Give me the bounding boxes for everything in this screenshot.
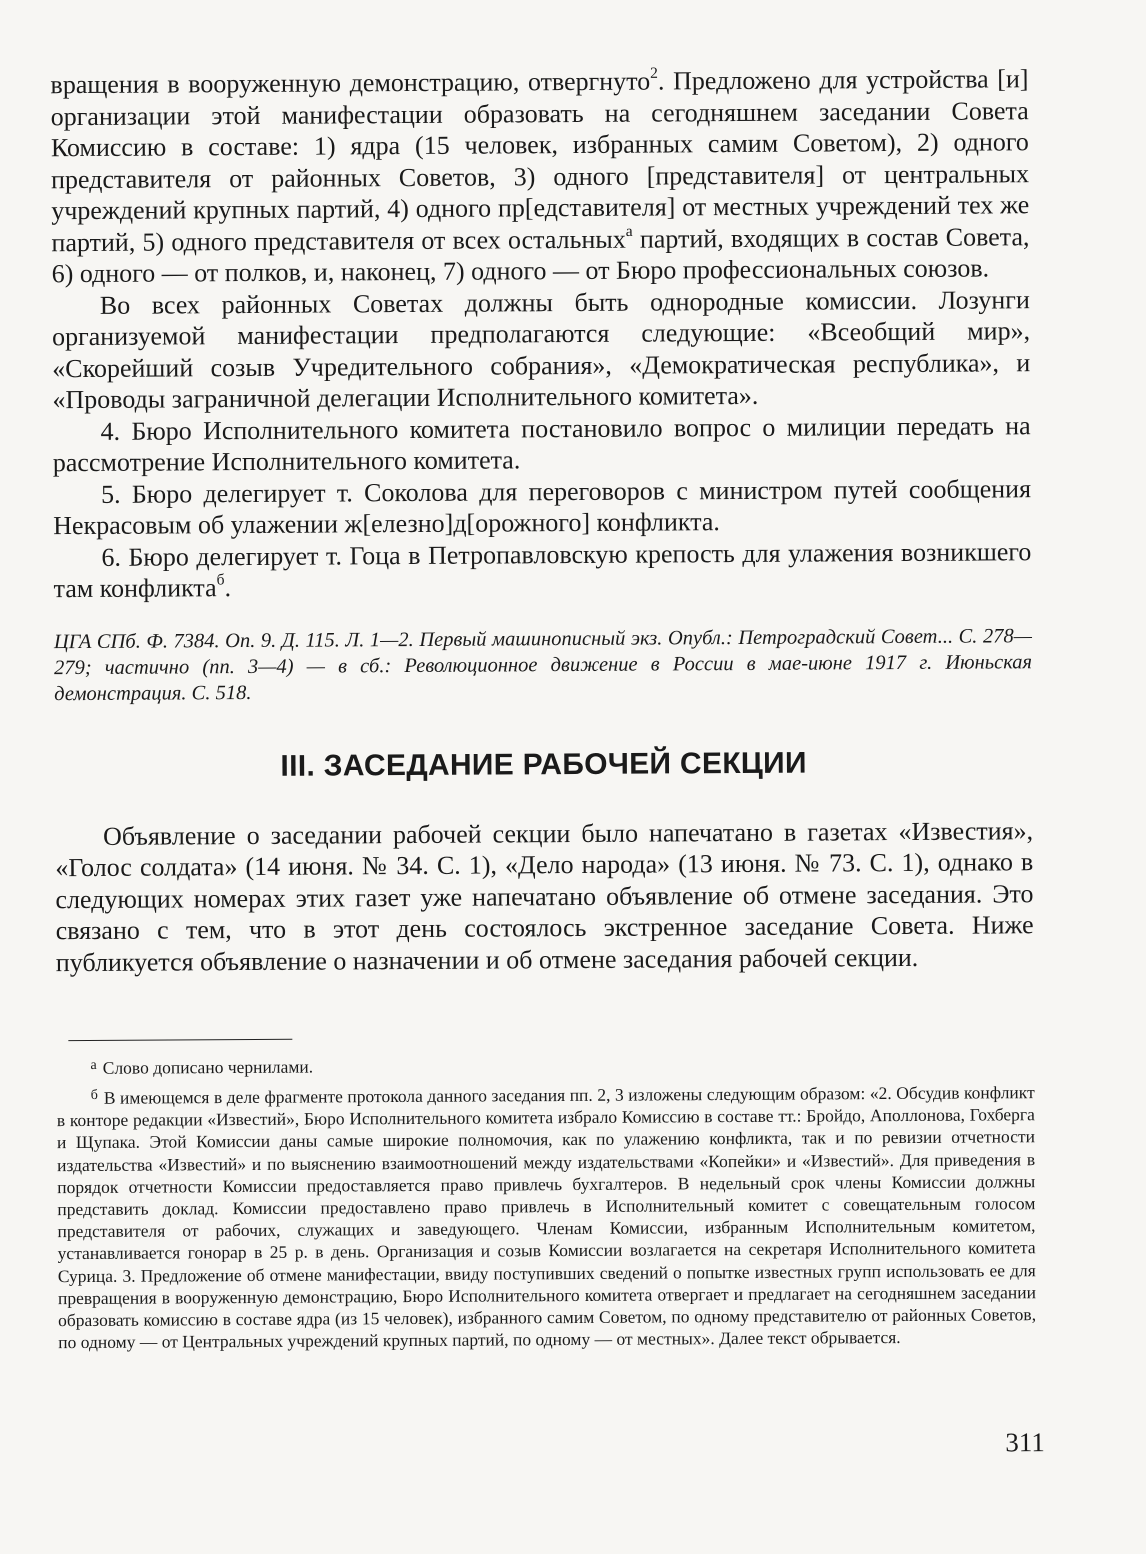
footnote-b [57,1079,1037,1353]
body-paragraph-1: вращения в вооруженную демонстрацию, отвергнуто$^2$. Предложено для устройства [и] организации этой манифестации образовать на сегодняшнем заседании Совета Комиссию в составе: 1) ядра (15 человек, избранных самим Советом), 2) одного представителя от районных Советов, 3) одного [представителя] от центральных учреждений крупных партий, 4) одного пр[едставителя] от местных учреждений тех же партий, 5) одного представителя от всех остальных$^а$ партий, входящих в состав Совета, 6) одного — от полков, и, наконец, 7) одного — от Бюро профессиональных союзов. [50,64,1030,289]
body-paragraph-item-5: 5. Бюро делегирует т. Соколова для переговоров с министром путей сообщения Некрасовым об улажении ж[елезно]д[орожного] конфликта. [53,473,1032,541]
footnote-ref-b: б [216,571,225,589]
body-paragraph-item-4: 4. Бюро Исполнительного комитета постановило вопрос о милиции передать на рассмотрение Исполнительного комитета. [52,410,1031,478]
section-heading: III. ЗАСЕДАНИЕ РАБОЧЕЙ СЕКЦИИ [280,746,807,783]
body-paragraph-2: Во всех районных Советах должны быть однородные комиссии. Лозунги организуемой манифестации предполагаются следующие: «Всеобщий мир», «Скорейший созыв Учредительного собрания», «Демократическая республика», и «Проводы заграничной делегации Исполнительного комитета». [51,284,1031,415]
footnote-mark: б [90,1088,98,1104]
footnote-ref-2: 2 [650,64,658,82]
archival-source-note: ЦГА СПб. Ф. 7384. Оп. 9. Д. 115. Л. 1—2. Первый машинописный экз. Опубл.: Петроградский Совет... С. 278—279; частично (пп. 3—4) — в сб.: Революционное движение в России в мае-июне 1917 г. Июньская демонстрация. С. 518. [53,624,1033,705]
page-number: 311 [1005,1427,1045,1458]
footnote-mark: а [90,1057,97,1073]
footnote-ref-a: а [625,222,633,240]
footnote-text: Слово дописано чернилами. [102,1056,314,1078]
footnote-text: В имеющемся в деле фрагменте протокола данного заседания пп. 2, 3 изложены следующим образом: «2. Обсудив конфликт в конторе редакции «Известий», Бюро Исполнительного комитета избрало Комиссию в составе тт.: Бройдо, Аполлонова, Гохберга и Щупака. Этой Комиссии даны самые широкие полномочия, как по улажению конфликта, так и по ревизии отчетности издательства «Известий» и по выяснению взаимоотношений между издательствами «Копейки» и «Известий». Для приведения в порядок отчетности Комиссии предоставляется право привлечь бухгалтеров. В недельный срок члены Комиссии должны представить доклад. Комиссии предоставлено право привлечь в Исполнительный комитет с совещательным голосом представителя от рабочих, служащих и заведующего. Членам Комиссии, избранным Исполнительным комитетом, устанавливается гонорар в 25 р. в день. Организация и созыв Комиссии возлагается на секретаря Исполнительного комитета Сурица. 3. Предложение об отмене манифестации, ввиду поступивших сведений о попытке известных групп использовать ее для превращения в вооруженную демонстрацию, Бюро Исполнительного комитета отвергает и предлагает на сегодняшнем заседании образовать комиссию в составе ядра (из 15 человек), избранного самим Советом, по одному представителю от районных Советов, по одному — от Центральных учреждений крупных партий, по одному — от местных». Далее текст обрывается. [56,1082,1037,1353]
footnote-divider [68,1039,292,1041]
intro-paragraph: Объявление о заседании рабочей секции было напечатано в газетах «Известия», «Голос солдата» (14 июня. № 34. С. 1), «Дело народа» (13 июня. № 73. С. 1), однако в следующих номерах этих газет уже напечатано объявление об отмене заседания. Это связано с тем, что в этот день состоялось экстренное заседание Совета. Ниже публикуется объявление о назначении и об отмене заседания рабочей секции. [55,815,1034,977]
body-paragraph-item-6: 6. Бюро делегирует т. Гоца в Петропавловскую крепость для улажения возникшего там конфликта$^б$. [53,536,1032,604]
footnote-a [56,1049,1034,1079]
